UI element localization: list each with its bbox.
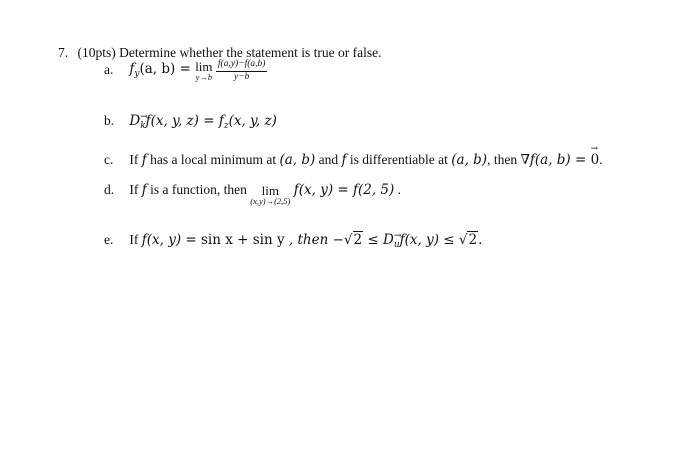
item-d: d. If f is a function, then lim (x,y)→(2,5) f(x, y) = f(2, 5) . (104, 182, 402, 206)
item-label: d. (104, 182, 115, 197)
item-label: e. (104, 232, 114, 247)
limit-operator: lim (x,y)→(2,5) (250, 183, 291, 206)
item-label: c. (104, 152, 114, 167)
item-b-f-sub: z (223, 121, 229, 131)
unit-vector-u: → $_u$ (394, 241, 400, 250)
item-a-sub: y (134, 69, 140, 79)
question-prompt: (10pts) Determine whether the statement is true or false. (77, 45, 382, 60)
limit-operator: lim y→b (195, 59, 213, 83)
directional-derivative-d: D (129, 113, 141, 129)
unit-vector-k: → $_k$ (140, 122, 145, 131)
item-b-rest: f(x, y, z) = f (145, 113, 224, 129)
item-c: c. If f has a local minimum at (a, b) and f is differentiable at (a, b), then ∇f(a, b) = → 0. (104, 153, 603, 168)
difference-quotient: $\frac{f(a,y)-f(a,b)}{y-b}$ (217, 59, 266, 82)
question-header (58, 46, 382, 60)
item-label: a. (104, 62, 114, 78)
item-b-args: (x, y, z) (228, 113, 277, 129)
sqrt-two: √2 (458, 232, 478, 248)
item-b (104, 114, 277, 131)
item-e: e. If f(x, y) = sin x + sin y , then −√2 ≤ D→ $_u$f(x, y) ≤ √2. (104, 233, 482, 250)
item-a (104, 60, 267, 82)
item-a-f: f (129, 61, 135, 77)
gradient-expression: ∇f(a, b) = (520, 152, 591, 168)
zero-vector: → 0 (591, 154, 600, 168)
question-number: 7. (58, 45, 69, 60)
item-a-args: (a, b) = (139, 61, 191, 77)
sqrt-two: √2 (343, 232, 363, 248)
item-label: b. (104, 113, 115, 128)
